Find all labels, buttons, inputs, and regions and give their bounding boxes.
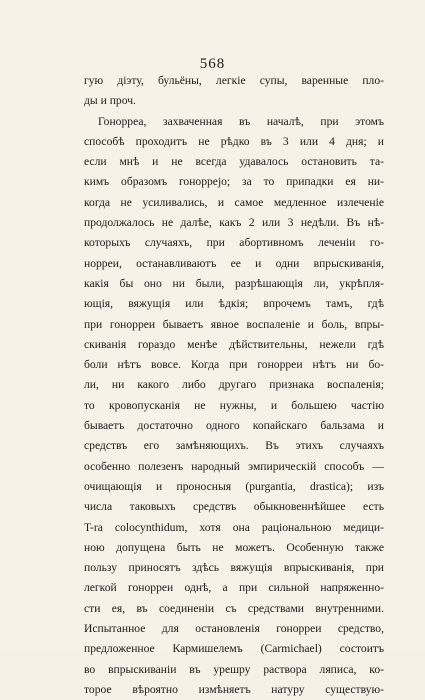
- text-line: торое вѣроятно измѣняетъ натуру существую-: [84, 682, 384, 696]
- text-line: числа таковыхъ средствъ обыкновеннѣйшее есть: [84, 500, 384, 514]
- text-line: во впрыскиваніи въ урешру раствора ляписа, ко-: [84, 662, 384, 676]
- text-line: Испытанное для остановленія гонорреи средство,: [84, 622, 384, 636]
- text-line: если мнѣ и не всегда удавалось остановить та-: [84, 155, 384, 169]
- text-line: когда не усиливались, и самое медленное излеченіе: [84, 195, 384, 209]
- text-line: ющія, вяжущія или ѣдкія; впрочемъ тамъ, гдѣ: [84, 297, 384, 311]
- page-number: 568: [199, 56, 226, 72]
- text-line: которыхъ случаяхъ, при абортивномъ леченіи го-: [84, 236, 384, 250]
- text-line: способѣ проходитъ не рѣдко въ 3 или 4 дня; и: [84, 134, 384, 148]
- text-line: пользу приносятъ здѣсь вяжущія впрыскиванія, при: [84, 561, 384, 575]
- text-line: T-ra colocynthidum, хотя она раціональною медици-: [84, 520, 384, 534]
- text-line: легкой гонорреи однѣ, а при сильной напряженно-: [84, 581, 384, 595]
- text-line: ною допущена быть не можетъ. Особенную также: [84, 540, 384, 554]
- text-line: при гонорреи бываетъ явное воспаленіе и боль, впры-: [84, 317, 384, 331]
- text-line: особенно полезенъ народный эмпирическій способъ —: [84, 459, 384, 473]
- text-line: боли нѣтъ вовсе. Когда при гонорреи нѣтъ ни бо-: [84, 358, 384, 372]
- text-line: скиванія гораздо менѣе дѣйствительны, нежели гдѣ: [84, 337, 384, 351]
- text-line: Гонорреа, захваченная въ началѣ, при этомъ: [98, 114, 384, 128]
- text-line: гую діэту, бульёны, легкіе супы, варенные пло-: [84, 74, 384, 87]
- text-line: норреи, останавливаютъ ее и одни впрыскиванія,: [84, 256, 384, 270]
- text-line: сти ея, въ соединеніи съ средствами внутренними.: [84, 601, 384, 615]
- text-line: какія бы оно ни были, разрѣшающія ли, укрѣпля-: [84, 276, 384, 290]
- text-line: продолжалось не далѣе, какъ 2 или 3 недѣли. Въ нѣ-: [84, 216, 384, 230]
- text-line: средствъ его замѣняющихъ. Въ этихъ случаяхъ: [84, 439, 384, 453]
- text-line: ды и проч.: [84, 94, 136, 108]
- text-line: предложенное Кармишелемъ (Carmichael) состоитъ: [84, 642, 384, 656]
- body-text: [84, 71, 384, 700]
- text-line: очищающія и проносныя (purgantia, drastica); изъ: [84, 479, 384, 493]
- text-line: ли, ни какого либо другаго признака воспаленія;: [84, 378, 384, 392]
- text-line: кимъ образомъ гонорреjo; за то припадки ея ни-: [84, 175, 384, 189]
- text-line: бываетъ достаточно одного копайскаго бальзама и: [84, 419, 384, 433]
- text-line: то кровопусканія не нужны, и большею частію: [84, 398, 384, 412]
